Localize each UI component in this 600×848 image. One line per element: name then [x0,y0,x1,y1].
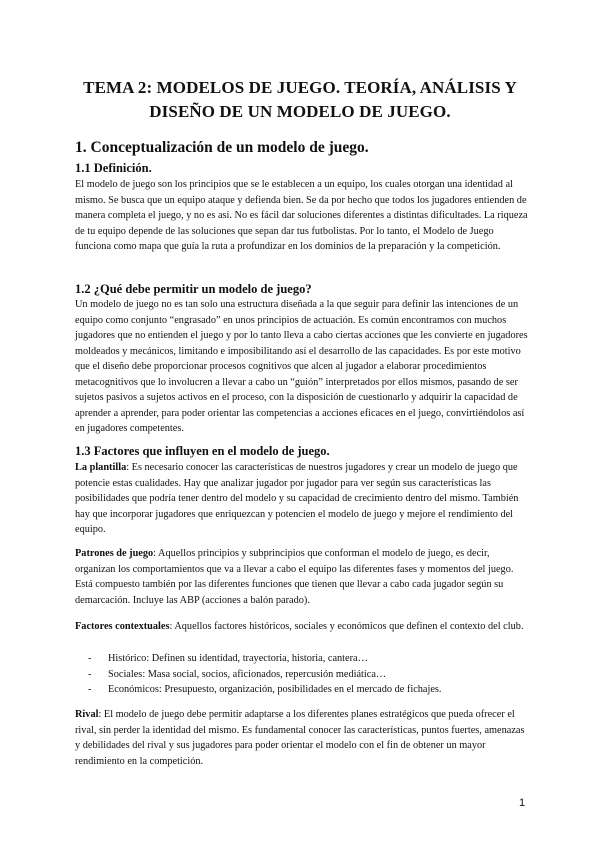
list-item: - Sociales: Masa social, socios, aficionados, repercusión mediática… [88,667,528,683]
contextuales-list [88,651,528,698]
plantilla-label: La plantilla [75,462,127,473]
patrones-paragraph [75,546,530,608]
patrones-text: : Aquellos principios y subprincipios que conforman el modelo de juego, es decir, organizan los comportamientos que va a llevar a cabo el equipo las diferentes fases y momentos del juego. Está compuesto también por las diferentes funciones que tienen que llevar a cabo cada jugador según su demarcación. Incluye las ABP (acciones a balón parado). [75,548,514,606]
subsection-1-2-heading: 1.2 ¿Qué debe permitir un modelo de juego? [75,282,312,296]
contextuales-text: : Aquellos factores históricos, sociales y económicos que definen el contexto del club. [169,621,524,632]
rival-text: : El modelo de juego debe permitir adaptarse a los diferentes planes estratégicos que pueda ofrecer el rival, sin perder la identidad del mismo. Es fundamental conocer las características, puntos fuertes, amenazas y debilidades del rival y sus jugadores para poder orientar el modelo con el fin de obtener un mayor rendimiento en la competición. [75,709,525,767]
page-number: 1 [519,797,526,809]
subsection-1-1-paragraph: El modelo de juego son los principios que se le establecen a un equipo, los cuales otorgan una identidad al mismo. Se busca que un equipo ataque y defienda bien. Se da por hecho que todos los jugadores entienden de manera completa el juego, y no es así. No es fácil dar soluciones diferentes a distintas dificultades. La riqueza de tu equipo depende de las soluciones que sepan dar tus futbolistas. Por lo tanto, el Modelo de Juego funciona como mapa que guía la ruta a profundizar en los dominios de la preparación y la competición. [75,179,528,252]
document-title: TEMA 2: MODELOS DE JUEGO. TEORÍA, ANÁLISIS Y DISEÑO DE UN MODELO DE JUEGO. [83,78,517,121]
list-item: - Histórico: Definen su identidad, trayectoria, historia, cantera… [88,651,528,667]
plantilla-text: : Es necesario conocer las características de nuestros jugadores y crear un modelo de juego que potencie estas cualidades. Hay que analizar jugador por jugador para ver según sus características las posibilidades que podría tener dentro del modelo y su capacidad de crecimiento dentro del mismo. También hay que incorporar jugadores que enriquezcan y potencien el modelo de juego y mejore el rendimiento del equipo. [75,462,519,535]
plantilla-paragraph [75,460,530,538]
list-item: - Económicos: Presupuesto, organización, posibilidades en el mercado de fichajes. [88,682,528,698]
subsection-1-1-heading: 1.1 Definición. [75,161,152,175]
rival-paragraph [75,707,530,769]
subsection-1-2-paragraph: Un modelo de juego no es tan solo una estructura diseñada a la que seguir para definir las intenciones de un equipo como conjunto “engrasado” en unos principios de actuación. Es común encontramos con muchos jugadores que no entienden el juego y por lo tanto lleva a cabo ciertas acciones que les convierte en jugadores moldeados y mecánicos, limitando e imposibilitando así el desarrollo de las capacidades. Es por este motivo que el diseño debe proporcionar procesos cognitivos que alcen al jugador a elaborar procedimientos metacognitivos que lo involucren a llevar a cabo un “guión” interpretados por ellos mismos, pasando de ser sujetos pasivos a sujetos activos en el proceso, con la disposición de cuestionarlo y adquirir la capacidad de aprender a aprender, para poder orientar las competencias a acciones eficaces en el juego, convirtiéndolos así en jugadores competentes. [75,299,528,434]
patrones-label: Patrones de juego [75,548,154,559]
rival-label: Rival [75,709,99,720]
section-1-heading: 1. Conceptualización de un modelo de juego. [75,139,369,156]
contextuales-paragraph [75,619,530,635]
subsection-1-3-heading: 1.3 Factores que influyen en el modelo de juego. [75,444,330,458]
contextuales-label: Factores contextuales [75,621,170,632]
